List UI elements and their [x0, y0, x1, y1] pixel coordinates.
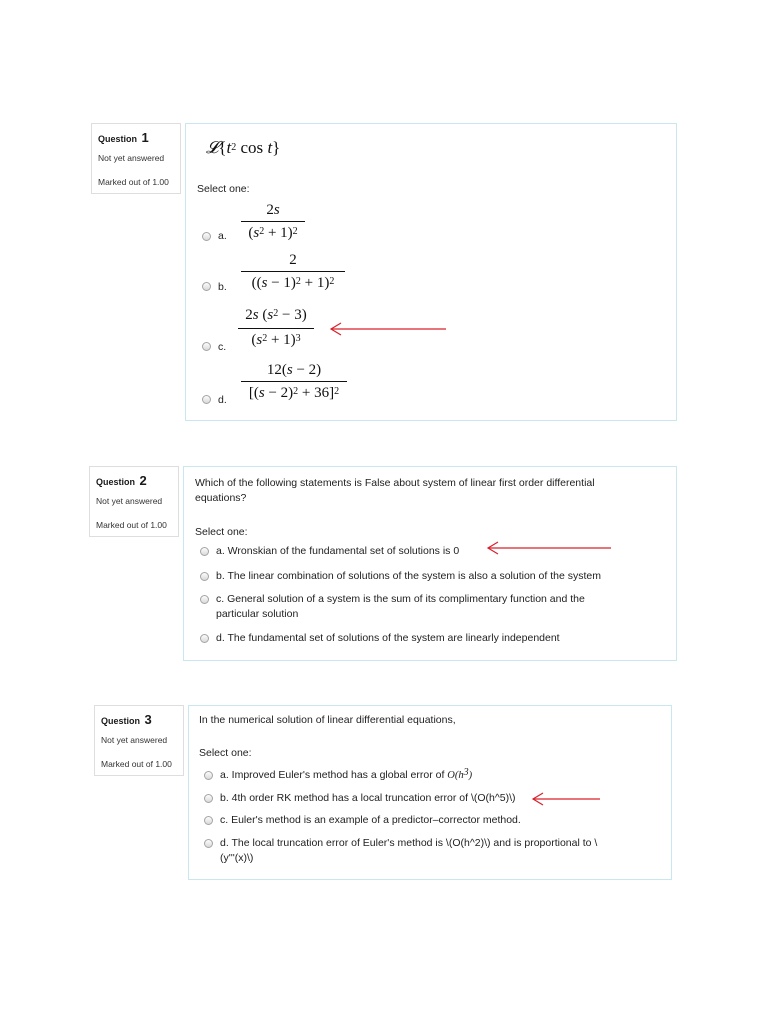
q3-question-text: In the numerical solution of linear differential equations, [199, 714, 456, 726]
q3-option-b-text: b. 4th order RK method has a local truncation error of \(O(h^5)\) [220, 792, 516, 804]
q1-question-formula: $𝓛\{t^2$ cos t} [206, 138, 281, 157]
q1-option-a-letter: a. [218, 230, 227, 242]
q2-option-c-text: c. General solution of a system is the sum of its complimentary function and the particular solution [216, 593, 585, 620]
q1-option-d-formula: 12(s − 2) $[(s - 2)^2 + 36]^2$ [241, 360, 347, 405]
q1-label: Question [98, 134, 138, 144]
q3-state: Not yet answered [101, 735, 168, 745]
q2-select-prompt: Select one: [195, 526, 248, 538]
q3-label: Question [101, 716, 141, 726]
q3-option-d-text: d. The local truncation error of Euler's method is \(O(h^2)\) and is proportional to \ (y'''(x)\) [220, 837, 598, 864]
q3-grade: Marked out of 1.00 [101, 759, 172, 769]
q1-number: 1 [141, 130, 149, 145]
q1-option-c-letter: c. [218, 341, 227, 353]
q2-grade: Marked out of 1.00 [96, 520, 167, 530]
q1-option-c-formula: 2s $(s^2 - 3)$ $(s^2 + 1)^3$ [238, 305, 314, 352]
q2-question-text: Which of the following statements is False about system of linear first order differential equations? [195, 477, 595, 504]
q2-option-d-text: d. The fundamental set of solutions of the system are linearly independent [216, 632, 560, 644]
q2-option-a-text: a. Wronskian of the fundamental set of solutions is 0 [216, 545, 460, 557]
q2-number: 2 [139, 473, 147, 488]
q3-number: 3 [144, 712, 152, 727]
q2-state: Not yet answered [96, 496, 163, 506]
q1-option-d-letter: d. [218, 394, 227, 406]
q1-state: Not yet answered [98, 153, 165, 163]
q3-option-a-label: a. Improved Euler's method has a global error of [220, 769, 445, 781]
q3-option-a-formula: $O(h^3)$ [447, 767, 473, 781]
q1-option-b-formula: 2 $((s - 1)^2 + 1)^2$ [241, 250, 345, 295]
q3-option-c-text: c. Euler's method is an example of a predictor–corrector method. [220, 814, 521, 826]
q1-grade: Marked out of 1.00 [98, 177, 169, 187]
q1-select-prompt: Select one: [197, 183, 250, 195]
q2-label: Question [96, 477, 136, 487]
q1-option-b-letter: b. [218, 281, 227, 293]
q2-option-b-text: b. The linear combination of solutions of the system is also a solution of the system [216, 570, 602, 582]
q1-option-a-formula: 2s $(s^2 + 1)^2$ [241, 200, 305, 245]
q3-select-prompt: Select one: [199, 747, 252, 759]
